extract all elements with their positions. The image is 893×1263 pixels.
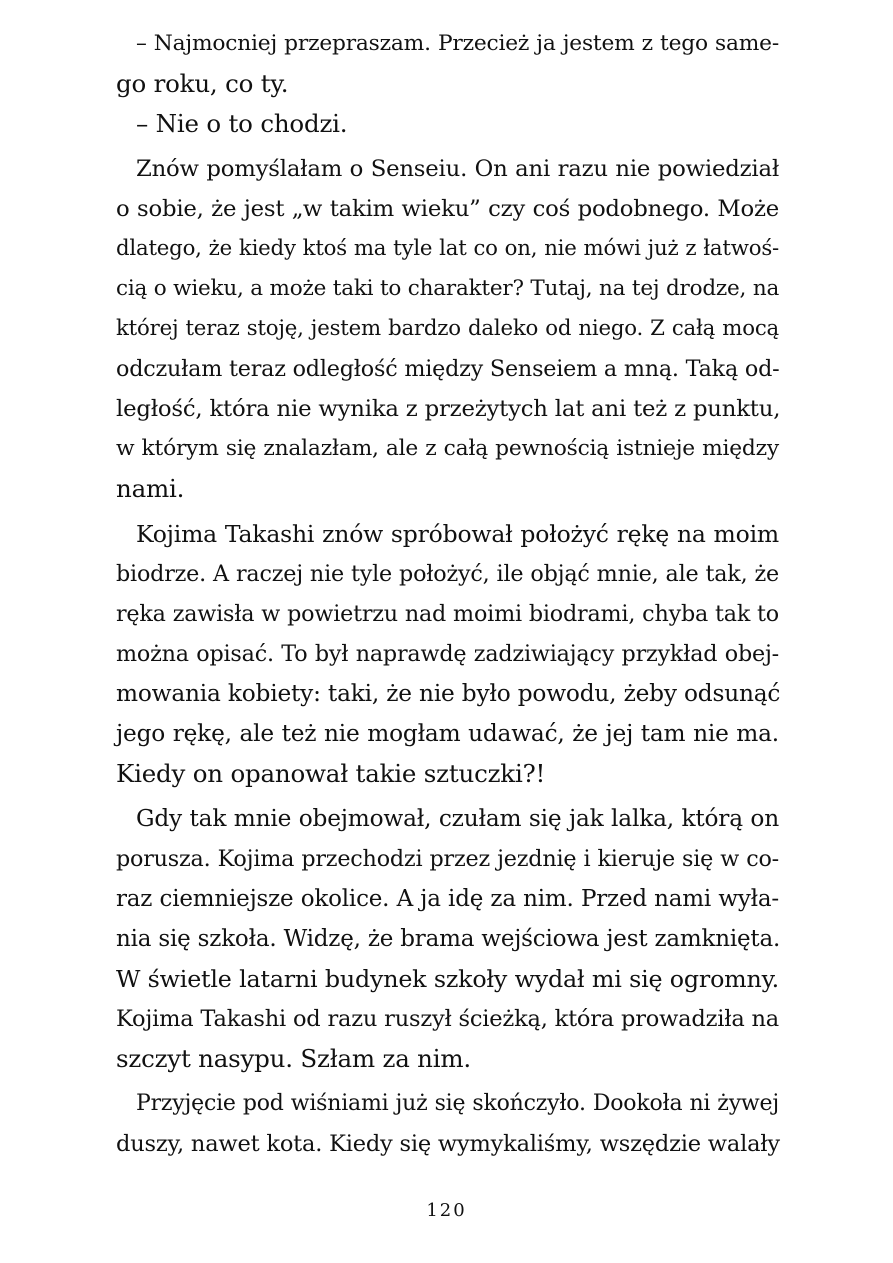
text-line: ręka zawisła w powietrzu nad moimi biodrami, chyba tak to [116,601,779,627]
text-line: raz ciemniejsze okolice. A ja idę za nim. Przed nami wyła- [116,886,779,912]
text-line: nia się szkoła. Widzę, że brama wejściowa jest zamknięta. [116,926,781,952]
text-line: porusza. Kojima przechodzi przez jezdnię i kieruje się w co- [116,846,779,872]
text-line: dlatego, że kiedy ktoś ma tyle lat co on, nie mówi już z łatwoś- [116,236,779,261]
text-line: go roku, co ty. [116,69,289,98]
text-line: duszy, nawet kota. Kiedy się wymykaliśmy, wszędzie walały [116,1131,780,1157]
text-line: można opisać. To był naprawdę zadziwiający przykład obej- [116,641,779,667]
text-line: Kojima Takashi od razu ruszył ścieżką, która prowadziła na [116,1006,779,1032]
text-line: o sobie, że jest „w takim wieku” czy coś podobnego. Może [116,196,779,222]
text-line: Znów pomyślałam o Senseiu. On ani razu nie powiedział [136,156,779,182]
text-line: jego rękę, ale też nie mogłam udawać, że jej tam nie ma. [116,720,779,747]
text-line: – Najmocniej przepraszam. Przecież ja jestem z tego same- [136,31,779,56]
text-line: biodrze. A raczej nie tyle położyć, ile objąć mnie, ale tak, że [116,561,779,587]
page-number: 120 [426,1200,467,1221]
text-line: Gdy tak mnie obejmował, czułam się jak lalka, którą on [136,805,779,832]
text-line: mowania kobiety: taki, że nie było powodu, żeby odsunąć [116,680,781,707]
text-line: odczułam teraz odległość między Senseiem a mną. Taką od- [116,356,780,382]
text-line: Kojima Takashi znów spróbował położyć rękę na moim [136,520,779,548]
text-line: w którym się znalazłam, ale z całą pewnością istnieje między [116,436,779,461]
text-line: cią o wieku, a może taki to charakter? Tutaj, na tej drodze, na [116,276,780,301]
text-line: W świetle latarni budynek szkoły wydał mi się ogromny. [116,965,779,993]
text-line: której teraz stoję, jestem bardzo daleko od niego. Z całą mocą [116,316,779,341]
text-line: Przyjęcie pod wiśniami już się skończyło. Dookoła ni żywej [136,1091,779,1116]
text-line: – Nie o to chodzi. [136,109,348,138]
text-line: Kiedy on opanował takie sztuczki?! [116,759,546,788]
text-line: szczyt nasypu. Szłam za nim. [116,1044,472,1073]
text-line: nami. [116,474,185,503]
text-line: ległość, która nie wynika z przeżytych lat ani też z punktu, [116,396,781,422]
